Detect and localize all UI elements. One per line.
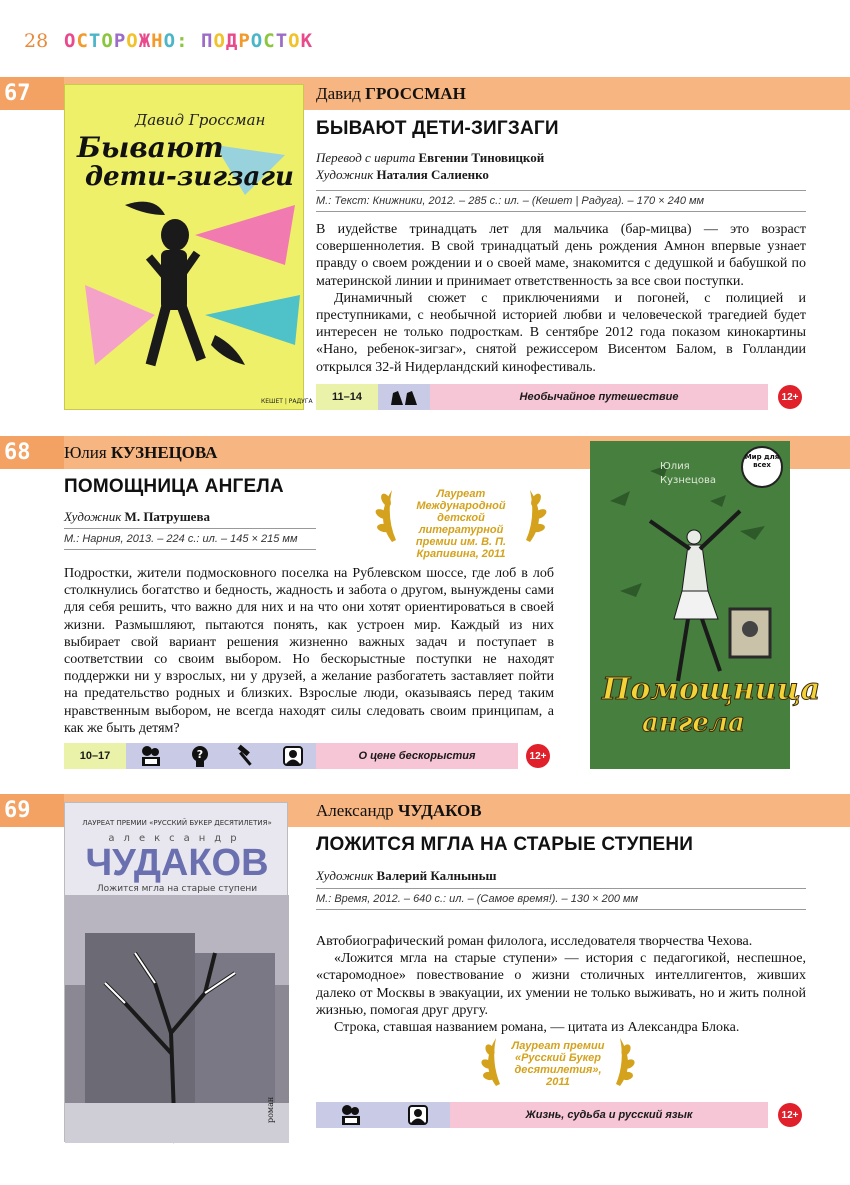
series-title-letter: С <box>263 30 276 52</box>
series-title <box>64 30 313 52</box>
tag-bar <box>316 1102 768 1128</box>
theme-label: Жизнь, судьба и русский язык <box>450 1102 768 1128</box>
entry-number: 67 <box>0 77 64 110</box>
cover-publisher: КЕШЕТ | РАДУГА <box>261 398 313 405</box>
series-title-letter: Р <box>113 30 127 52</box>
series-title-letter: Т <box>88 30 102 52</box>
cover-author-1: Юлия <box>660 461 690 472</box>
series-title-letter: Ж <box>138 30 152 52</box>
series-title-letter: О <box>288 30 301 52</box>
cover-art <box>65 803 289 1143</box>
theme-label: О цене бескорыстия <box>316 743 518 769</box>
cover-title-1: Помощница <box>602 672 821 707</box>
portrait-icon <box>407 1104 429 1126</box>
hammer-icon <box>235 745 257 767</box>
award-text: Лауреат премии «Русский Букер десятилетия», 2011 <box>511 1040 605 1088</box>
series-title-letter: О <box>101 30 114 52</box>
series-title-letter: С <box>76 30 89 52</box>
cover-title-2: ангела <box>642 708 745 738</box>
age-range: 10–17 <box>64 743 126 769</box>
cover-title-2: дети-зигзаги <box>85 162 294 192</box>
description: Подростки, жители подмосковного поселка на Рублевском шоссе, где лоб в лоб столкнулись богатство и бедность, жадность и забота о другом, вынуждены сами для себя решить, что важно для них и на что они хотят ориентироваться в своей жизни. Размышляют, пытаются понять, как устроен мир. Каждый из них выбирает свой вариант решения жизненно важных задач и поступает в соответствии со своим выбором. Но бескорыстные поступки не находят поддержки ни у взрослых, ни у друзей, а желание разбогатеть заставляет пойти на предательство родных и близких. Взрослые люди, оказываясь перед таким нравственным выбором, не всегда находят силы следовать своим принципам, а как же быть детям? <box>64 566 554 736</box>
cover-author: Давид Гроссман <box>135 111 266 129</box>
credits: Художник Валерий Калныньш <box>316 868 497 883</box>
cover-genre: роман <box>266 1096 275 1123</box>
reader-icon <box>138 745 164 767</box>
award-text: Лауреат Международной детской литературной премии им. В. П. Крапивина, 2011 <box>415 488 507 560</box>
icon-cell <box>378 384 430 410</box>
tag-bar <box>316 384 768 410</box>
series-title-letter: Н <box>151 30 164 52</box>
series-title-letter <box>189 30 201 52</box>
cover-author-2: Кузнецова <box>660 475 716 486</box>
author-name: Юлия КУЗНЕЦОВА <box>64 443 218 462</box>
entry-number: 68 <box>0 436 64 469</box>
book-title: ЛОЖИТСЯ МГЛА НА СТАРЫЕ СТУПЕНИ <box>316 834 694 855</box>
reader-icon <box>338 1104 364 1126</box>
credits: Художник М. Патрушева <box>64 509 210 524</box>
cover-surname: ЧУДАКОВ <box>85 842 269 884</box>
publication-info: М.: Время, 2012. – 640 с.: ил. – (Самое время!). – 130 × 200 мм <box>316 888 806 910</box>
age-range: 11–14 <box>316 384 378 410</box>
author-name: Давид ГРОССМАН <box>316 84 466 103</box>
icon-cell <box>316 1102 450 1128</box>
age-rating-badge: 12+ <box>526 744 550 768</box>
publication-info: М.: Текст: Книжники, 2012. – 285 с.: ил. – (Кешет | Радуга). – 170 × 240 мм <box>316 190 806 212</box>
theme-label: Необычайное путешествие <box>430 384 768 410</box>
publication-info: М.: Нарния, 2013. – 224 с.: ил. – 145 × 215 мм <box>64 528 316 550</box>
series-title-letter: Д <box>225 30 239 52</box>
series-title-letter: К <box>300 30 314 52</box>
book-cover <box>64 802 288 1142</box>
question-head-icon <box>189 745 211 767</box>
book-cover <box>590 441 821 769</box>
age-rating-badge: 12+ <box>778 1103 802 1127</box>
age-rating-badge: 12+ <box>778 385 802 409</box>
book-title: БЫВАЮТ ДЕТИ-ЗИГЗАГИ <box>316 118 559 139</box>
author-name: Александр ЧУДАКОВ <box>316 801 482 820</box>
cover-title: Ложится мгла на старые ступени <box>96 884 258 894</box>
description: Автобиографический роман филолога, исследователя творчества Чехова. «Ложится мгла на старые ступени» — история с педагогикой, неспешное, «старомодное» повествование о жизни столичных интеллигентов, живших далеко от Москвы в эвакуации, их умении не только выживать, но и жить полной жизнью, помогая друг другу. Строка, ставшая названием романа, — цитата из Александра Блока. <box>316 934 806 1036</box>
series-title-letter: П <box>200 30 214 52</box>
icon-cell <box>126 743 316 769</box>
series-title-letter: Р <box>238 30 251 52</box>
cover-badge: Мир для всех <box>744 453 780 469</box>
sneakers-icon <box>389 387 419 407</box>
award-laurel <box>478 1034 638 1090</box>
page-number: 28 <box>24 30 49 52</box>
cover-award: ЛАУРЕАТ ПРЕМИИ «РУССКИЙ БУКЕР ДЕСЯТИЛЕТИЯ» <box>82 819 272 827</box>
tag-bar <box>64 743 518 769</box>
cover-title-1: Бывают <box>77 131 224 164</box>
series-title-letter: : <box>176 30 189 52</box>
portrait-icon <box>282 745 304 767</box>
series-title-letter: О <box>126 30 139 52</box>
cover-art <box>590 441 821 769</box>
series-title-letter: О <box>163 30 177 52</box>
entry-number: 69 <box>0 794 64 827</box>
description: В иудействе тринадцать лет для мальчика (бар-мицва) — это возраст совершеннолетия. В свой тринадцатый день рождения Амнон впервые узнает правду о своем рождении и о своей маме, знакомится с дедушкой и бабушкой по материнской линии и принимает ответственность за все свои поступки. Динамичный сюжет с приключениями и погоней, с полицией и преступниками, с необычной историей любви и человеческой трагедией будет интересен не только подросткам. В сентябре 2012 года показом кинокартины «Нано, ребенок-зигзаг», снятой режиссером Висентом Балом, в Голландии открылся 32-й Нидерландский кинофестиваль. <box>316 222 806 375</box>
award-laurel <box>372 482 550 560</box>
cover-art <box>65 85 313 411</box>
series-title-letter: Т <box>275 30 289 52</box>
book-title: ПОМОЩНИЦА АНГЕЛА <box>64 476 284 497</box>
series-title-letter: О <box>250 30 264 52</box>
series-title-letter: О <box>64 30 77 52</box>
credits: Перевод с иврита Евгении Тиновицкой Художник Наталия Салиенко <box>316 150 545 182</box>
series-title-letter: О <box>213 30 226 52</box>
book-cover <box>64 84 313 410</box>
cover-author: александр <box>108 833 246 844</box>
svg-text:?: ? <box>196 748 203 761</box>
